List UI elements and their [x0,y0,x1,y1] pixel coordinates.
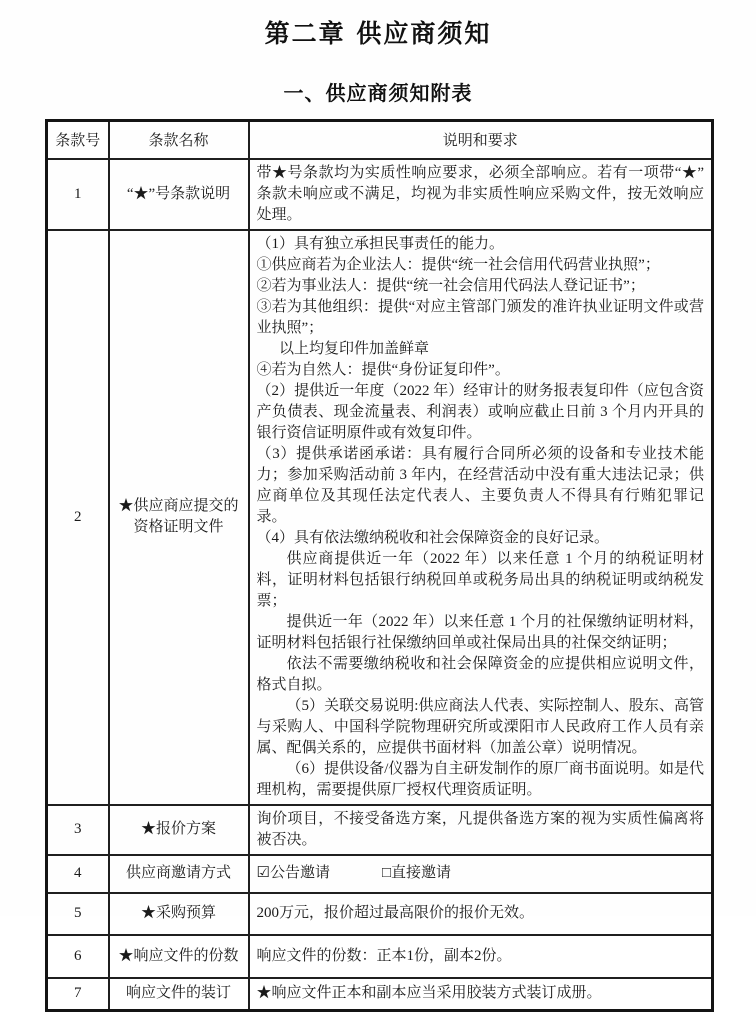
description-paragraph: 依法不需要缴纳税收和社会保障资金的应提供相应说明文件，格式自拟。 [256,655,704,693]
table-row [47,230,713,805]
table-row [47,159,713,230]
clause-name: ★供应商应提交的资格证明文件 [109,230,249,805]
table-row [47,978,713,1011]
description-paragraph: （3）提供承诺函承诺：具有履行合同所必须的设备和专业技术能力；参加采购活动前 3 年内，在经营活动中没有重大违法记录；供应商单位及其现任法定代表人、主要负责人不得具有行贿犯罪记录。 [256,445,704,525]
clause-description [249,805,713,855]
clause-description [249,978,713,1011]
description-paragraph: （5）关联交易说明:供应商法人代表、实际控制人、股东、高管与采购人、中国科学院物理研究所或溧阳市人民政府工作人员有亲属、配偶关系的，应提供书面材料（加盖公章）说明情况。 [256,697,704,756]
clause-number: 5 [47,893,109,935]
description-paragraph: ②若为事业法人：提供“统一社会信用代码法人登记证书”； [256,277,645,294]
clause-name: ★采购预算 [109,893,249,935]
clause-description [249,230,713,805]
option-direct-invitation-unchecked: □直接邀请 [381,865,452,881]
description-paragraph: ③若为其他组织：提供“对应主管部门颁发的准许执业证明文件或营业执照”； [256,298,704,336]
description-paragraph: （4）具有依法缴纳税收和社会保障资金的良好记录。 [256,529,610,546]
column-header-clause-number: 条款号 [47,121,109,159]
description-paragraph: （6）提供设备/仪器为自主研发制作的原厂商书面说明。如是代理机构，需要提供原厂授权代理资质证明。 [256,760,704,798]
column-header-description: 说明和要求 [249,121,713,159]
clause-description [249,855,713,893]
clause-name: ★响应文件的份数 [109,935,249,978]
chapter-title: 第二章 供应商须知 [264,19,492,48]
clause-description [249,935,713,978]
table-row [47,893,713,935]
description-paragraph: ★响应文件正本和副本应当采用胶装方式装订成册。 [256,985,602,1002]
clause-description [249,893,713,935]
clause-name: “★”号条款说明 [109,159,249,230]
description-paragraph: 询价项目，不接受备选方案，凡提供备选方案的视为实质性偏离将被否决。 [256,810,704,848]
table-body [47,159,713,1011]
clause-number: 4 [47,855,109,893]
description-paragraph: 响应文件的份数：正本1份，副本2份。 [256,947,512,964]
clause-number: 1 [47,159,109,230]
clause-number: 6 [47,935,109,978]
description-paragraph: ④若为自然人：提供“身份证复印件”。 [256,361,510,378]
column-header-clause-name: 条款名称 [109,121,249,159]
clause-name: ★报价方案 [109,805,249,855]
clause-name: 响应文件的装订 [109,978,249,1011]
table-header-row [47,121,713,159]
description-paragraph: 以上均复印件加盖鲜章 [279,340,430,357]
table-row [47,805,713,855]
clause-number: 3 [47,805,109,855]
description-paragraph: 供应商提供近一年（2022 年）以来任意 1 个月的纳税证明材料，证明材料包括银行纳税回单或税务局出具的纳税证明或纳税发票； [256,550,704,609]
description-paragraph [257,863,705,884]
section-title: 一、供应商须知附表 [283,81,473,105]
clause-name: 供应商邀请方式 [109,855,249,893]
description-paragraph: 带★号条款均为实质性响应要求，必须全部响应。若有一项带“★”条款未响应或不满足，均视为非实质性响应采购文件，按无效响应处理。 [256,164,704,223]
option-announcement-invitation-checked: ☑公告邀请 [256,865,330,881]
clause-description [249,159,713,230]
description-paragraph: （1）具有独立承担民事责任的能力。 [256,235,505,252]
description-paragraph: （2）提供近一年度（2022 年）经审计的财务报表复印件（应包含资产负债表、现金流量表、利润表）或响应截止日前 3 个月内开具的银行资信证明原件或有效复印件。 [256,382,704,441]
table-row [47,935,713,978]
clause-number: 2 [47,230,109,805]
description-paragraph: 提供近一年（2022 年）以来任意 1 个月的社保缴纳证明材料，证明材料包括银行社保缴纳回单或社保局出具的社保交纳证明； [256,613,704,651]
table-row [47,855,713,893]
supplier-notice-table [45,119,714,1012]
description-paragraph: ①供应商若为企业法人：提供“统一社会信用代码营业执照”； [256,256,660,273]
clause-number: 7 [47,978,109,1011]
description-paragraph: 200万元，报价超过最高限价的报价无效。 [256,905,535,921]
